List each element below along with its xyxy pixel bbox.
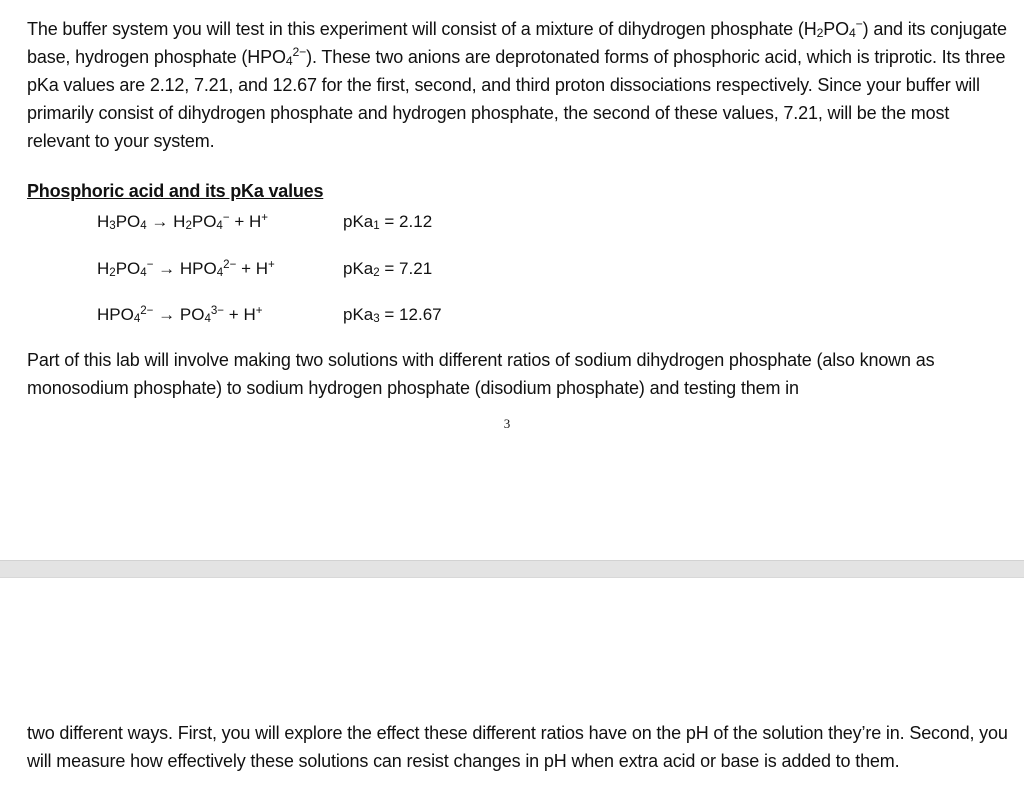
reaction-arrow-icon: → xyxy=(158,259,176,278)
hydrogen-phosphate-formula: $HPO_4^{2-}$ xyxy=(247,45,307,68)
page-separator xyxy=(0,560,1024,578)
intro-text-end: ). These two anions are deprotonated forms of phosphoric acid, which is triprotic. Its three pKa values are 2.12, 7.21, and 12.67 for the first, second, and third proton dissociations respectively. Since your buffer will primarily consist of dihydrogen phosphate and hydrogen phosphate, the second of these values, 7.21, will be the most relevant to your system. xyxy=(27,47,1006,151)
equation-3-reaction: $HPO_4^{2-} \to PO_4^{3-} + H^+$ xyxy=(97,304,263,325)
intro-text-middle: ) and its conjugate base, hydrogen phosphate ( xyxy=(27,19,1007,67)
equation-2-reaction: $H_2PO_4^- \to HPO_4^{2-} + H^+$ xyxy=(97,258,275,279)
dihydrogen-phosphate-formula: $H_2PO_4^-$ xyxy=(803,17,863,40)
equation-1-pka: pKa$_1$ = 2.12 xyxy=(343,212,433,232)
section-heading: Phosphoric acid and its pKa values xyxy=(27,181,324,201)
lab-paragraph-continued: two different ways. First, you will explore the effect these different ratios have on the pH of the solution they’re in. Second, you will measure how effectively these solutions can resist changes in pH when extra acid or base is added to them. xyxy=(27,723,1008,771)
equation-3-pka: pKa$_3$ = 12.67 xyxy=(343,305,442,325)
intro-paragraph xyxy=(27,15,1012,155)
reaction-arrow-icon: → xyxy=(158,305,176,324)
dissociation-equation-1 xyxy=(97,209,697,235)
equation-1-reaction: $H_3PO_4 \to H_2PO_4^- + H^+$ xyxy=(97,211,269,232)
page-number: 3 xyxy=(503,416,511,431)
reaction-arrow-icon: → xyxy=(151,212,169,231)
lab-paragraph-start: Part of this lab will involve making two solutions with different ratios of sodium dihydrogen phosphate (also known as monosodium phosphate) to sodium hydrogen phosphate (disodium phosphate) and testing them in xyxy=(27,350,935,398)
equation-2-pka: pKa$_2$ = 7.21 xyxy=(343,259,433,279)
dissociation-equation-3 xyxy=(97,302,697,328)
dissociation-equation-2 xyxy=(97,256,697,282)
intro-text-start: The buffer system you will test in this experiment will consist of a mixture of dihydrogen phosphate ( xyxy=(27,19,804,39)
